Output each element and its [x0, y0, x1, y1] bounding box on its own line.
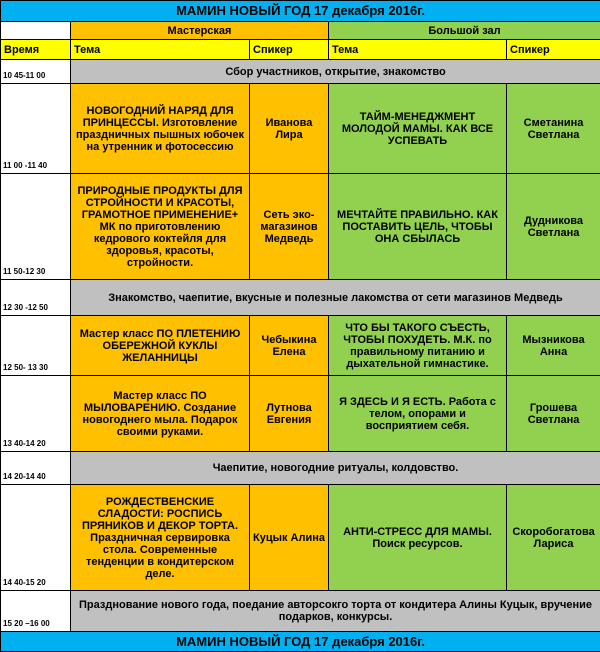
topic-title: Я ЗДЕСЬ И Я ЕСТЬ.: [339, 395, 446, 408]
main-speaker: Сметанина Светлана: [507, 84, 600, 174]
time-cell: 12 50- 13 30: [1, 316, 71, 376]
main-topic: МЕЧТАЙТЕ ПРАВИЛЬНО. КАК ПОСТАВИТЬ ЦЕЛЬ, ЧТОБЫ ОНА СБЫЛАСЬ: [329, 174, 507, 280]
time-cell: 15 20 –16 00: [1, 591, 71, 632]
common-event: Сбор участников, открытие, знакомство: [71, 60, 600, 84]
time-cell: 11 00 -11 40: [1, 84, 71, 174]
time-cell: 11 50-12 30: [1, 174, 71, 280]
topic-title: РОЖДЕСТВЕНСКИЕ СЛАДОСТИ: РОСПИСЬ ПРЯНИКОВ И ДЕКОР ТОРТА.: [81, 495, 238, 532]
topic-desc: Поиск ресурсов.: [372, 537, 463, 550]
workshop-speaker: Иванова Лира: [250, 84, 329, 174]
main-speaker: Дудникова Светлана: [507, 174, 600, 280]
workshop-speaker: Сеть эко-магазинов Медведь: [250, 174, 329, 280]
col-topic-workshop: Тема: [71, 40, 250, 60]
col-topic-main: Тема: [329, 40, 507, 60]
main-topic: [329, 316, 507, 376]
main-topic: ТАЙМ-МЕНЕДЖМЕНТ МОЛОДОЙ МАМЫ. КАК ВСЕ УСПЕВАТЬ: [329, 84, 507, 174]
topic-desc: МК по приготовлению кедрового коктейля для здоровья, красоты, стройности.: [93, 220, 227, 269]
topic-desc: Изготовление праздничных пышных юбочек на утренник и фотосессию: [76, 116, 244, 153]
time-cell: 10 45-11 00: [1, 60, 71, 84]
workshop-topic: [71, 485, 250, 591]
common-event: Чаепитие, новогодние ритуалы, колдовство.: [71, 452, 600, 485]
topic-title: АНТИ-СТРЕСС ДЛЯ МАМЫ.: [343, 525, 492, 538]
main-speaker: Грошева Светлана: [507, 376, 600, 452]
col-time: Время: [1, 40, 71, 60]
col-speaker-workshop: Спикер: [250, 40, 329, 60]
workshop-speaker: Куцык Алина: [250, 485, 329, 591]
main-speaker: Скоробогатова Лариса: [507, 485, 600, 591]
topic-desc: Работа с телом, опорами и восприятием себя.: [365, 395, 496, 432]
hall-main: Большой зал: [329, 22, 600, 40]
main-topic: [329, 376, 507, 452]
common-event: Знакомство, чаепитие, вкусные и полезные лакомства от сети магазинов Медведь: [71, 280, 600, 316]
time-cell: 14 40-15 20: [1, 485, 71, 591]
topic-title: ПРИРОДНЫЕ ПРОДУКТЫ ДЛЯ СТРОЙНОСТИ И КРАСОТЫ, ГРАМОТНОЕ ПРИМЕНЕНИЕ+: [77, 184, 243, 221]
workshop-topic: [71, 84, 250, 174]
topic-desc: М.К. по правильному питанию и дыхательной гимнастике.: [346, 333, 492, 370]
main-topic: [329, 485, 507, 591]
workshop-topic: [71, 174, 250, 280]
workshop-topic: [71, 376, 250, 452]
topic-title: Мастер класс ПО МЫЛОВАРЕНИЮ.: [83, 389, 207, 414]
corner-cell: [1, 22, 71, 40]
col-speaker-main: Спикер: [507, 40, 600, 60]
time-cell: 12 30 -12 50: [1, 280, 71, 316]
workshop-speaker: Чебыкина Елена: [250, 316, 329, 376]
common-event: Празднование нового года, поедание авторсокго торта от кондитера Алины Куцык, вручение подарков, конкурсы.: [71, 591, 600, 632]
topic-title: ЧТО БЫ ТАКОГО СЪЕСТЬ, ЧТОБЫ ПОХУДЕТЬ.: [343, 321, 490, 346]
workshop-speaker: Лутнова Евгения: [250, 376, 329, 452]
page-title: МАМИН НОВЫЙ ГОД 17 декабря 2016г.: [1, 1, 600, 22]
footer-title: МАМИН НОВЫЙ ГОД 17 декабря 2016г.: [1, 632, 600, 652]
hall-workshop: Мастерская: [71, 22, 329, 40]
topic-desc: Праздничная сервировка стола. Современные тенденции в кондитерском деле.: [86, 531, 234, 580]
time-cell: 13 40-14 20: [1, 376, 71, 452]
topic-desc: Создание новогоднего мыла. Подарок своими руками.: [82, 401, 238, 438]
topic-title: НОВОГОДНИЙ НАРЯД ДЛЯ ПРИНЦЕССЫ.: [82, 104, 234, 129]
time-cell: 14 20-14 40: [1, 452, 71, 485]
main-speaker: Мызникова Анна: [507, 316, 600, 376]
workshop-topic: Мастер класс ПО ПЛЕТЕНИЮ ОБЕРЕЖНОЙ КУКЛЫ ЖЕЛАННИЦЫ: [71, 316, 250, 376]
